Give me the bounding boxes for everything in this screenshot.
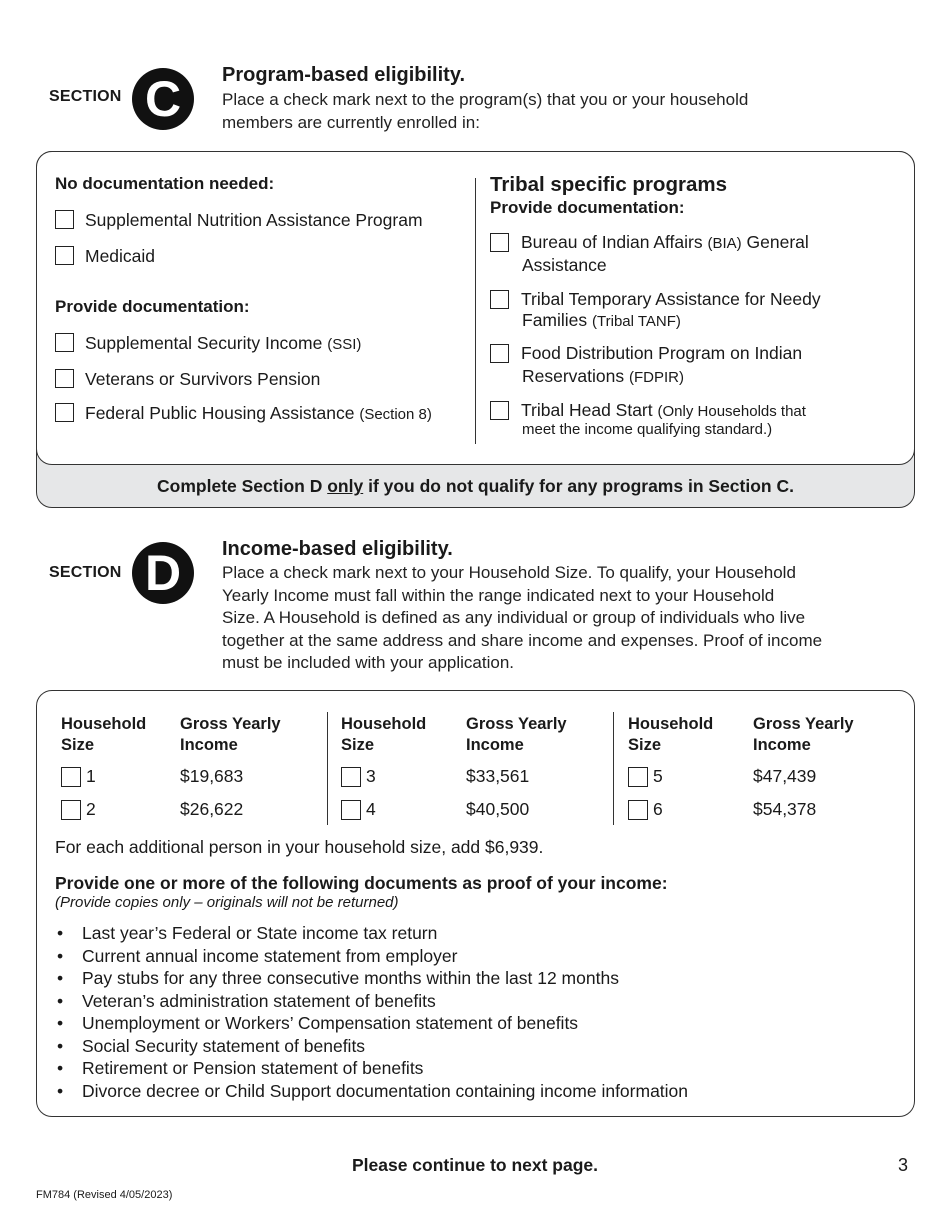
- continue-next-page: Please continue to next page.: [351, 1155, 599, 1175]
- tribal-tanf-checkbox[interactable]: [490, 290, 509, 309]
- gross-income-value: $54,378: [753, 799, 817, 819]
- fdpir-label: Food Distribution Program on Indian: [521, 343, 803, 363]
- household-size-5-checkbox[interactable]: [628, 767, 648, 787]
- household-size-value: 1: [86, 766, 96, 786]
- section-c-title: Program-based eligibility.: [222, 64, 466, 86]
- list-item: • Unemployment or Workers’ Compensation statement of benefits: [57, 1013, 579, 1033]
- gross-income-value: $40,500: [466, 799, 530, 819]
- medicaid-label: Medicaid: [85, 246, 156, 266]
- household-size-6-checkbox[interactable]: [628, 800, 648, 820]
- section-d-title: Income-based eligibility.: [222, 538, 453, 560]
- column-divider: [475, 178, 476, 444]
- head-start-label-line2: meet the income qualifying standard.): [522, 421, 773, 438]
- gross-income-header-3: Gross Yearly Income: [753, 715, 854, 754]
- household-size-value: 2: [86, 799, 96, 819]
- household-size-value: 4: [366, 799, 376, 819]
- section-d-badge: D: [132, 542, 194, 604]
- gross-income-header-2: Gross Yearly Income: [466, 715, 567, 754]
- gross-income-value: $19,683: [180, 766, 244, 786]
- gross-income-value: $33,561: [466, 766, 530, 786]
- form-id: FM784 (Revised 4/05/2023): [36, 1189, 173, 1201]
- additional-person-note: For each additional person in your household size, add $6,939.: [55, 837, 544, 857]
- head-start-label: Tribal Head Start (Only Households that: [521, 400, 806, 420]
- gross-income-value: $26,622: [180, 799, 244, 819]
- medicaid-checkbox[interactable]: [55, 246, 74, 265]
- public-housing-label: Federal Public Housing Assistance (Section 8): [85, 403, 432, 423]
- proof-documents-list: [55, 922, 895, 1102]
- veterans-pension-label: Veterans or Survivors Pension: [85, 369, 321, 389]
- household-size-header-2: Household Size: [341, 715, 427, 754]
- section-c-label: SECTION: [49, 88, 122, 105]
- list-item: • Social Security statement of benefits: [57, 1035, 366, 1056]
- no-documentation-heading: No documentation needed:: [55, 174, 275, 193]
- household-size-4-checkbox[interactable]: [341, 800, 361, 820]
- proof-of-income-heading: Provide one or more of the following documents as proof of your income:: [55, 873, 668, 893]
- tribal-programs-heading: Tribal specific programs: [490, 173, 727, 196]
- bia-label-line2: Assistance: [522, 255, 607, 275]
- household-size-value: 6: [653, 799, 663, 819]
- household-size-2-checkbox[interactable]: [61, 800, 81, 820]
- tribal-documentation-heading: Provide documentation:: [490, 198, 685, 217]
- section-d-label: SECTION: [49, 564, 122, 581]
- gross-income-header-1: Gross Yearly Income: [180, 715, 281, 754]
- table-divider-1: [327, 712, 328, 825]
- gross-income-value: $47,439: [753, 766, 817, 786]
- bia-label: Bureau of Indian Affairs (BIA) General: [521, 232, 809, 252]
- option-head-start: [490, 399, 900, 443]
- section-c-badge: C: [132, 68, 194, 130]
- household-size-header-1: Household Size: [61, 715, 147, 754]
- head-start-checkbox[interactable]: [490, 401, 509, 420]
- snap-label: Supplemental Nutrition Assistance Program: [85, 210, 423, 230]
- option-bia: [490, 231, 900, 279]
- veterans-pension-checkbox[interactable]: [55, 369, 74, 388]
- provide-documentation-heading: Provide documentation:: [55, 297, 250, 316]
- list-item: • Last year’s Federal or State income tax return: [57, 923, 438, 943]
- fdpir-label-line2: Reservations (FDPIR): [522, 366, 685, 386]
- option-fdpir: [490, 342, 900, 390]
- list-item: • Pay stubs for any three consecutive months within the last 12 months: [57, 968, 619, 988]
- household-size-1-checkbox[interactable]: [61, 767, 81, 787]
- section-d-description: Place a check mark next to your Household Size. To qualify, your Household Yearly Income must fall within the range indicated next to your Household Size. A Household is defined as any individual or group of individuals who live together at the same address and share income and expenses. Proof of income must be included with your application.: [222, 563, 823, 672]
- ssi-label: Supplemental Security Income (SSI): [85, 333, 362, 353]
- household-size-3-checkbox[interactable]: [341, 767, 361, 787]
- table-divider-2: [613, 712, 614, 825]
- snap-checkbox[interactable]: [55, 210, 74, 229]
- list-item: • Current annual income statement from employer: [57, 945, 458, 966]
- section-c-description: Place a check mark next to the program(s) that you or your household members are currently enrolled in:: [222, 90, 749, 132]
- page-number: 3: [898, 1155, 909, 1175]
- section-c-footer-note: Complete Section D only if you do not qualify for any programs in Section C.: [157, 476, 794, 496]
- public-housing-checkbox[interactable]: [55, 403, 74, 422]
- household-size-value: 5: [653, 766, 663, 786]
- proof-of-income-subnote: (Provide copies only – originals will not be returned): [55, 894, 399, 911]
- fdpir-checkbox[interactable]: [490, 344, 509, 363]
- bia-checkbox[interactable]: [490, 233, 509, 252]
- household-size-value: 3: [366, 766, 376, 786]
- list-item: • Retirement or Pension statement of benefits: [57, 1058, 424, 1078]
- tribal-tanf-label: Tribal Temporary Assistance for Needy: [521, 289, 821, 309]
- list-item: • Veteran’s administration statement of benefits: [57, 990, 436, 1011]
- list-item: • Divorce decree or Child Support documentation containing income information: [57, 1080, 689, 1101]
- ssi-checkbox[interactable]: [55, 333, 74, 352]
- option-tribal-tanf: [490, 288, 900, 336]
- household-size-header-3: Household Size: [628, 715, 714, 754]
- tribal-tanf-label-line2: Families (Tribal TANF): [522, 310, 681, 330]
